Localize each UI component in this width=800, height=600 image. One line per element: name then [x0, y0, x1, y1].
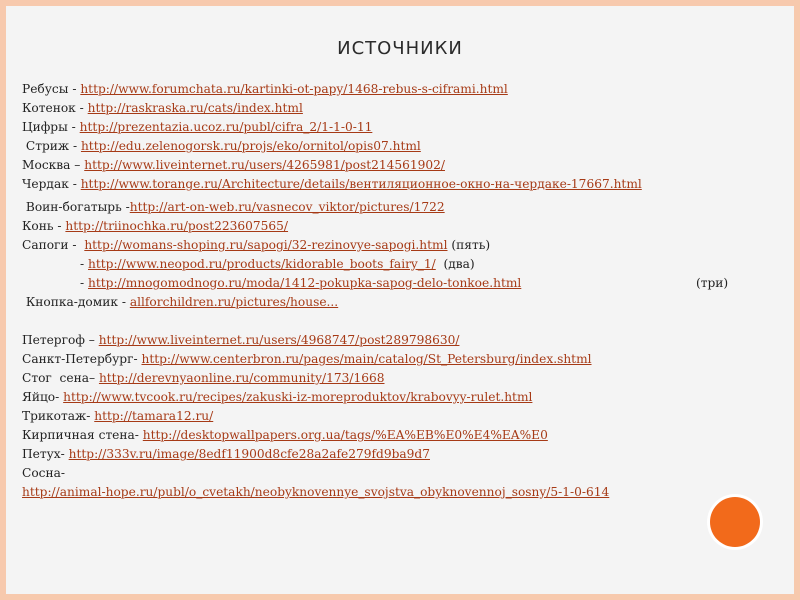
source-link[interactable]: http://www.centerbron.ru/pages/main/catalog/St_Petersburg/index.shtml [141, 352, 592, 366]
list-item [22, 255, 782, 274]
list-item [22, 198, 782, 217]
source-link[interactable]: http://womans-shoping.ru/sapogi/32-rezinovye-sapogi.html [84, 238, 448, 252]
list-item [22, 80, 782, 99]
source-label: Кнопка-домик - [22, 295, 130, 309]
source-link[interactable]: http://edu.zelenogorsk.ru/projs/eko/ornitol/opis07.html [80, 139, 421, 153]
list-item [22, 217, 782, 236]
source-label: Конь - [22, 219, 66, 233]
source-label: Стог сена– [22, 371, 99, 385]
source-label: Цифры - [22, 120, 80, 134]
source-label: Яйцо- [22, 390, 64, 404]
list-item [22, 274, 782, 293]
source-link[interactable]: allforchildren.ru/pictures/house... [129, 295, 339, 309]
list-item [22, 388, 782, 407]
source-label: Стриж - [22, 139, 81, 153]
list-item [22, 175, 782, 194]
list-item [22, 464, 782, 483]
source-label: - [80, 257, 88, 271]
list-item [22, 426, 782, 445]
source-label: Чердак - [22, 177, 81, 191]
list-item [22, 137, 782, 156]
source-link[interactable]: http://333v.ru/image/8edf11900d8cfe28a2afe279fd9ba9d7 [68, 447, 430, 461]
source-link[interactable]: http://mnogomodnogo.ru/moda/1412-pokupka-sapog-delo-tonkoe.html [88, 276, 522, 290]
source-label: Ребусы - [22, 82, 81, 96]
source-link[interactable]: http://www.neopod.ru/products/kidorable_boots_fairy_1/ [88, 257, 436, 271]
bottom-border [0, 594, 800, 600]
list-item [22, 369, 782, 388]
source-link[interactable]: http://art-on-web.ru/vasnecov_viktor/pictures/1722 [129, 200, 445, 214]
list-item [22, 156, 782, 175]
list-item [22, 445, 782, 464]
spacer [22, 312, 782, 331]
source-label: Петух- [22, 447, 69, 461]
source-link[interactable]: http://www.liveinternet.ru/users/4265981/post214561902/ [84, 158, 445, 172]
list-item [22, 350, 782, 369]
source-label: Котенок - [22, 101, 88, 115]
source-label: Москва – [22, 158, 85, 172]
source-link[interactable]: http://www.forumchata.ru/kartinki-ot-papy/1468-rebus-s-ciframi.html [80, 82, 508, 96]
source-note: (три) [696, 276, 729, 290]
source-link[interactable]: http://raskraska.ru/cats/index.html [87, 101, 303, 115]
source-label: Воин-богатырь - [22, 200, 130, 214]
source-label: Сапоги - [22, 238, 85, 252]
source-note: (два) [435, 257, 475, 271]
source-link[interactable]: http://triinochka.ru/post223607565/ [65, 219, 289, 233]
source-link[interactable]: http://animal-hope.ru/publ/o_cvetakh/neobyknovennye_svojstva_obyknovennoj_sosny/5-1-0-614 [22, 485, 610, 499]
source-label: Трикотаж- [22, 409, 95, 423]
list-item [22, 407, 782, 426]
source-link[interactable]: http://www.tvcook.ru/recipes/zakuski-iz-moreproduktov/krabovyy-rulet.html [63, 390, 533, 404]
source-link[interactable]: http://www.torange.ru/Architecture/details/вентиляционное-окно-на-чердаке-17667.html [80, 177, 642, 191]
decorative-circle [710, 497, 760, 547]
page-title: ИСТОЧНИКИ [337, 38, 463, 59]
list-item [22, 118, 782, 137]
source-note: (пять) [447, 238, 491, 252]
list-item [22, 483, 782, 502]
list-item [22, 236, 782, 255]
source-label: Сосна- [22, 466, 65, 480]
source-label: Кирпичная стена- [22, 428, 143, 442]
sources-list [22, 80, 782, 502]
source-label: Санкт-Петербург- [22, 352, 142, 366]
list-item [22, 99, 782, 118]
right-border [794, 0, 800, 600]
source-link[interactable]: http://prezentazia.ucoz.ru/publ/cifra_2/1-1-0-11 [79, 120, 373, 134]
source-link[interactable]: http://www.liveinternet.ru/users/4968747/post289798630/ [98, 333, 460, 347]
source-link[interactable]: http://desktopwallpapers.org.ua/tags/%EA%EB%E0%E4%EA%E0 [142, 428, 548, 442]
source-label: Петергоф – [22, 333, 99, 347]
source-label: - [80, 276, 88, 290]
list-item [22, 331, 782, 350]
list-item [22, 293, 782, 312]
source-link[interactable]: http://derevnyaonline.ru/community/173/1668 [98, 371, 385, 385]
source-link[interactable]: http://tamara12.ru/ [94, 409, 214, 423]
